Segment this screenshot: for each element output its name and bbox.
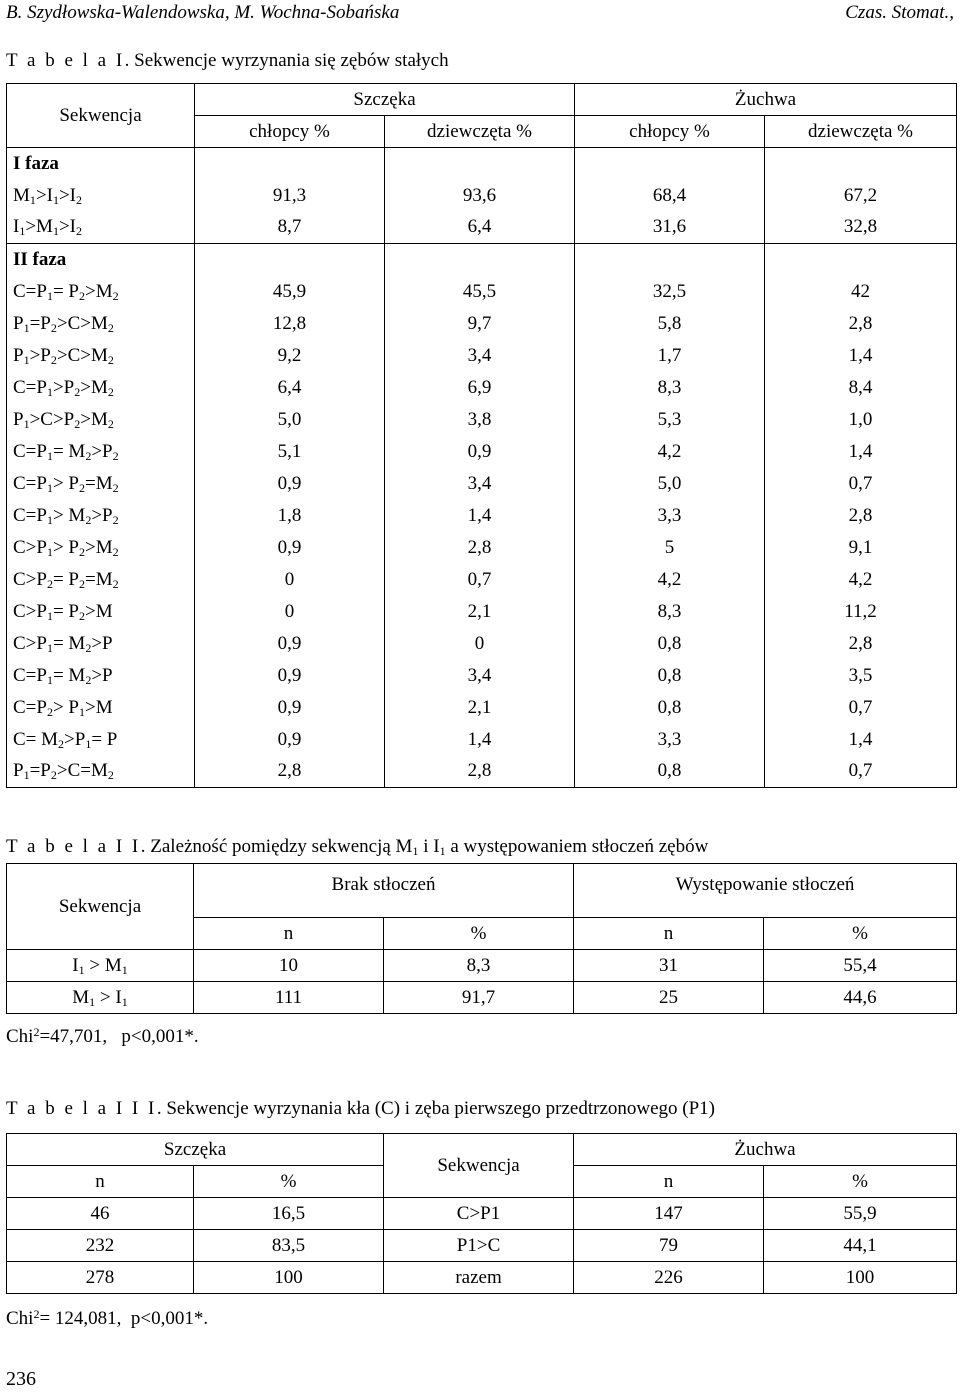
table1-value-cell: 1,4 bbox=[765, 436, 957, 468]
table1-sequence-cell: $P_1=P_2>C=M_2$ bbox=[7, 756, 195, 788]
table1-value-cell: 4,2 bbox=[765, 564, 957, 596]
table1-empty-cell bbox=[195, 244, 385, 276]
table1-value-cell: 1,7 bbox=[575, 340, 765, 372]
table-row bbox=[7, 340, 957, 372]
table3-value-cell: 44,1 bbox=[764, 1230, 957, 1262]
table1-empty-cell bbox=[385, 148, 575, 180]
table-row bbox=[7, 1230, 957, 1262]
table1-value-cell: 3,8 bbox=[385, 404, 575, 436]
table3-value-cell: P1>C bbox=[384, 1230, 574, 1262]
table2-value-cell: 31 bbox=[574, 950, 764, 982]
table2 bbox=[6, 863, 957, 1014]
table3-header-lower: Żuchwa bbox=[574, 1134, 957, 1166]
table-row bbox=[7, 276, 957, 308]
table1-value-cell: 11,2 bbox=[765, 596, 957, 628]
table3-value-cell: 16,5 bbox=[194, 1198, 384, 1230]
table-row bbox=[7, 212, 957, 244]
table1-value-cell: 2,8 bbox=[195, 756, 385, 788]
table1-value-cell: 8,3 bbox=[575, 372, 765, 404]
table1-subheader: chłopcy % bbox=[195, 116, 385, 148]
table1-title: . Sekwencje wyrzynania się zębów stałych bbox=[124, 50, 449, 71]
table1-value-cell: 5,0 bbox=[195, 404, 385, 436]
table1-value-cell: 93,6 bbox=[385, 180, 575, 212]
table1-value-cell: 0 bbox=[195, 564, 385, 596]
table1-sequence-cell: $C=P_1= M_2>P$ bbox=[7, 660, 195, 692]
table2-title: . Zależność pomiędzy sekwencją $M_1$ i $I_1$ a występowaniem stłoczeń zębów bbox=[140, 836, 709, 858]
table3-value-cell: 100 bbox=[764, 1262, 957, 1294]
table1-value-cell: 0,7 bbox=[765, 468, 957, 500]
table1-value-cell: 9,2 bbox=[195, 340, 385, 372]
table1-value-cell: 31,6 bbox=[575, 212, 765, 244]
table1 bbox=[6, 83, 957, 788]
table1-value-cell: 2,8 bbox=[385, 756, 575, 788]
running-header bbox=[6, 0, 954, 28]
table3-value-cell: 147 bbox=[574, 1198, 764, 1230]
header-authors: B. Szydłowska-Walendowska, M. Wochna-Sobańska bbox=[6, 2, 400, 23]
table1-value-cell: 2,8 bbox=[385, 532, 575, 564]
table1-value-cell: 1,8 bbox=[195, 500, 385, 532]
page-number: 236 bbox=[6, 1368, 36, 1390]
table-row bbox=[7, 692, 957, 724]
table-row bbox=[7, 500, 957, 532]
table3-value-cell: C>P1 bbox=[384, 1198, 574, 1230]
table1-value-cell: 9,1 bbox=[765, 532, 957, 564]
table1-value-cell: 1,0 bbox=[765, 404, 957, 436]
table1-value-cell: 9,7 bbox=[385, 308, 575, 340]
table1-sequence-cell: $C=P_1>P_2>M_2$ bbox=[7, 372, 195, 404]
table1-sequence-cell: $I_1>M_1>I_2$ bbox=[7, 212, 195, 244]
table1-value-cell: 2,8 bbox=[765, 628, 957, 660]
table-row bbox=[7, 436, 957, 468]
table1-value-cell: 3,3 bbox=[575, 500, 765, 532]
table2-header-sekwencja: Sekwencja bbox=[7, 864, 194, 950]
table1-phase-row bbox=[7, 244, 957, 276]
table-row bbox=[7, 660, 957, 692]
table-row bbox=[7, 950, 957, 982]
table3-value-cell: 46 bbox=[7, 1198, 194, 1230]
table3-subheader: n bbox=[574, 1166, 764, 1198]
table1-value-cell: 0,7 bbox=[385, 564, 575, 596]
table3-subheader: % bbox=[764, 1166, 957, 1198]
table1-value-cell: 8,4 bbox=[765, 372, 957, 404]
table2-value-cell: 10 bbox=[194, 950, 384, 982]
table1-sequence-cell: $P_1>P_2>C>M_2$ bbox=[7, 340, 195, 372]
table1-subheader: chłopcy % bbox=[575, 116, 765, 148]
table1-value-cell: 12,8 bbox=[195, 308, 385, 340]
table1-value-cell: 91,3 bbox=[195, 180, 385, 212]
table1-value-cell: 0,8 bbox=[575, 628, 765, 660]
table3-value-cell: 83,5 bbox=[194, 1230, 384, 1262]
table3-value-cell: 278 bbox=[7, 1262, 194, 1294]
table1-sequence-cell: $C>P_1> P_2>M_2$ bbox=[7, 532, 195, 564]
table-row bbox=[7, 1198, 957, 1230]
table1-value-cell: 8,3 bbox=[575, 596, 765, 628]
table2-value-cell: 55,4 bbox=[764, 950, 957, 982]
table1-value-cell: 1,4 bbox=[765, 340, 957, 372]
table-row bbox=[7, 628, 957, 660]
table1-value-cell: 67,2 bbox=[765, 180, 957, 212]
table2-subheader: % bbox=[384, 918, 574, 950]
table1-sequence-cell: $M_1>I_1>I_2$ bbox=[7, 180, 195, 212]
table1-value-cell: 1,4 bbox=[385, 500, 575, 532]
table3-subheader: % bbox=[194, 1166, 384, 1198]
table1-value-cell: 5 bbox=[575, 532, 765, 564]
table1-sequence-cell: $C=P_1= M_2>P_2$ bbox=[7, 436, 195, 468]
table1-empty-cell bbox=[575, 244, 765, 276]
table1-value-cell: 0,7 bbox=[765, 692, 957, 724]
table2-value-cell: 8,3 bbox=[384, 950, 574, 982]
table1-value-cell: 3,4 bbox=[385, 660, 575, 692]
table1-value-cell: 2,1 bbox=[385, 596, 575, 628]
table2-value-cell: 111 bbox=[194, 982, 384, 1014]
table1-value-cell: 0,9 bbox=[195, 628, 385, 660]
table1-empty-cell bbox=[765, 244, 957, 276]
table1-value-cell: 45,9 bbox=[195, 276, 385, 308]
table1-value-cell: 6,4 bbox=[195, 372, 385, 404]
table-row bbox=[7, 982, 957, 1014]
table2-subheader: % bbox=[764, 918, 957, 950]
header-journal: Czas. Stomat., bbox=[845, 2, 954, 23]
table-row bbox=[7, 724, 957, 756]
table3-value-cell: razem bbox=[384, 1262, 574, 1294]
table1-value-cell: 5,8 bbox=[575, 308, 765, 340]
table1-value-cell: 0,7 bbox=[765, 756, 957, 788]
table1-empty-cell bbox=[385, 244, 575, 276]
table1-value-cell: 0,9 bbox=[195, 468, 385, 500]
table1-value-cell: 5,0 bbox=[575, 468, 765, 500]
table1-value-cell: 1,4 bbox=[765, 724, 957, 756]
table1-caption bbox=[6, 50, 449, 72]
table1-value-cell: 0,9 bbox=[195, 724, 385, 756]
table1-value-cell: 3,4 bbox=[385, 468, 575, 500]
table1-sequence-cell: $C>P_2= P_2=M_2$ bbox=[7, 564, 195, 596]
table1-value-cell: 0,9 bbox=[385, 436, 575, 468]
table2-caption bbox=[6, 836, 708, 858]
table1-value-cell: 2,8 bbox=[765, 308, 957, 340]
table1-value-cell: 3,5 bbox=[765, 660, 957, 692]
table3-value-cell: 226 bbox=[574, 1262, 764, 1294]
table-row bbox=[7, 372, 957, 404]
table1-empty-cell bbox=[575, 148, 765, 180]
table3-subheader: n bbox=[7, 1166, 194, 1198]
table3-value-cell: 79 bbox=[574, 1230, 764, 1262]
table1-empty-cell bbox=[765, 148, 957, 180]
table3-value-cell: 232 bbox=[7, 1230, 194, 1262]
table1-value-cell: 42 bbox=[765, 276, 957, 308]
table-row bbox=[7, 596, 957, 628]
table-row bbox=[7, 468, 957, 500]
table-row bbox=[7, 1262, 957, 1294]
table-row bbox=[7, 756, 957, 788]
table2-value-cell: 25 bbox=[574, 982, 764, 1014]
table3-header-sekwencja: Sekwencja bbox=[384, 1134, 574, 1198]
table1-phase-label: I faza bbox=[7, 148, 195, 180]
table1-subheader: dziewczęta % bbox=[385, 116, 575, 148]
table1-value-cell: 2,8 bbox=[765, 500, 957, 532]
table1-value-cell: 32,8 bbox=[765, 212, 957, 244]
table2-sequence-cell: $M_1 > I_1$ bbox=[7, 982, 194, 1014]
table1-sequence-cell: $C= M_2>P_1= P$ bbox=[7, 724, 195, 756]
table2-header-wystepowanie: Występowanie stłoczeń bbox=[574, 864, 957, 918]
table-row bbox=[7, 532, 957, 564]
table-row bbox=[7, 404, 957, 436]
table1-value-cell: 3,4 bbox=[385, 340, 575, 372]
table3 bbox=[6, 1133, 957, 1294]
table1-value-cell: 0,8 bbox=[575, 660, 765, 692]
table2-value-cell: 91,7 bbox=[384, 982, 574, 1014]
table1-value-cell: 4,2 bbox=[575, 436, 765, 468]
table1-value-cell: 8,7 bbox=[195, 212, 385, 244]
table1-header-upper: Szczęka bbox=[195, 84, 575, 116]
table-row bbox=[7, 308, 957, 340]
table1-value-cell: 32,5 bbox=[575, 276, 765, 308]
table1-sequence-cell: $C=P_2> P_1>M$ bbox=[7, 692, 195, 724]
table-row bbox=[7, 180, 957, 212]
table1-sequence-cell: $C=P_1> P_2=M_2$ bbox=[7, 468, 195, 500]
table2-value-cell: 44,6 bbox=[764, 982, 957, 1014]
table1-label: T a b e l a I bbox=[6, 50, 125, 71]
table1-phase-label: II faza bbox=[7, 244, 195, 276]
table1-value-cell: 6,4 bbox=[385, 212, 575, 244]
table1-value-cell: 1,4 bbox=[385, 724, 575, 756]
table3-header-upper: Szczęka bbox=[7, 1134, 384, 1166]
table2-subheader: n bbox=[194, 918, 384, 950]
table1-value-cell: 5,1 bbox=[195, 436, 385, 468]
table1-value-cell: 0,9 bbox=[195, 532, 385, 564]
table3-value-cell: 100 bbox=[194, 1262, 384, 1294]
table1-value-cell: 2,1 bbox=[385, 692, 575, 724]
table1-value-cell: 5,3 bbox=[575, 404, 765, 436]
table2-header-brak: Brak stłoczeń bbox=[194, 864, 574, 918]
table1-value-cell: 6,9 bbox=[385, 372, 575, 404]
table3-caption bbox=[6, 1098, 715, 1120]
table1-header-lower: Żuchwa bbox=[575, 84, 957, 116]
table1-sequence-cell: $C=P_1= P_2>M_2$ bbox=[7, 276, 195, 308]
table1-sequence-cell: $C>P_1= M_2>P$ bbox=[7, 628, 195, 660]
table3-value-cell: 55,9 bbox=[764, 1198, 957, 1230]
table1-value-cell: 0,8 bbox=[575, 692, 765, 724]
table1-value-cell: 3,3 bbox=[575, 724, 765, 756]
table2-subheader: n bbox=[574, 918, 764, 950]
table1-value-cell: 68,4 bbox=[575, 180, 765, 212]
table3-label: T a b e l a I I I bbox=[6, 1098, 157, 1119]
table1-value-cell: 0 bbox=[195, 596, 385, 628]
table1-value-cell: 0,8 bbox=[575, 756, 765, 788]
table1-header-sekwencja: Sekwencja bbox=[7, 84, 195, 148]
table2-label: T a b e l a I I bbox=[6, 836, 141, 857]
table3-chi-note: Chi$^2$= 124,081, p<0,001*. bbox=[6, 1307, 209, 1329]
table1-sequence-cell: $P_1>C>P_2>M_2$ bbox=[7, 404, 195, 436]
table1-sequence-cell: $C=P_1> M_2>P_2$ bbox=[7, 500, 195, 532]
table2-chi-note: Chi$^2$=47,701, p<0,001*. bbox=[6, 1025, 199, 1047]
table2-sequence-cell: $I_1 > M_1$ bbox=[7, 950, 194, 982]
table-row bbox=[7, 564, 957, 596]
table1-sequence-cell: $C>P_1= P_2>M$ bbox=[7, 596, 195, 628]
table1-value-cell: 0,9 bbox=[195, 660, 385, 692]
table1-sequence-cell: $P_1=P_2>C>M_2$ bbox=[7, 308, 195, 340]
table1-value-cell: 0 bbox=[385, 628, 575, 660]
table1-value-cell: 0,9 bbox=[195, 692, 385, 724]
table3-title: . Sekwencje wyrzynania kła (C) i zęba pierwszego przedtrzonowego (P1) bbox=[156, 1098, 715, 1119]
table1-subheader: dziewczęta % bbox=[765, 116, 957, 148]
table1-phase-row bbox=[7, 148, 957, 180]
table1-empty-cell bbox=[195, 148, 385, 180]
table1-value-cell: 4,2 bbox=[575, 564, 765, 596]
table1-value-cell: 45,5 bbox=[385, 276, 575, 308]
